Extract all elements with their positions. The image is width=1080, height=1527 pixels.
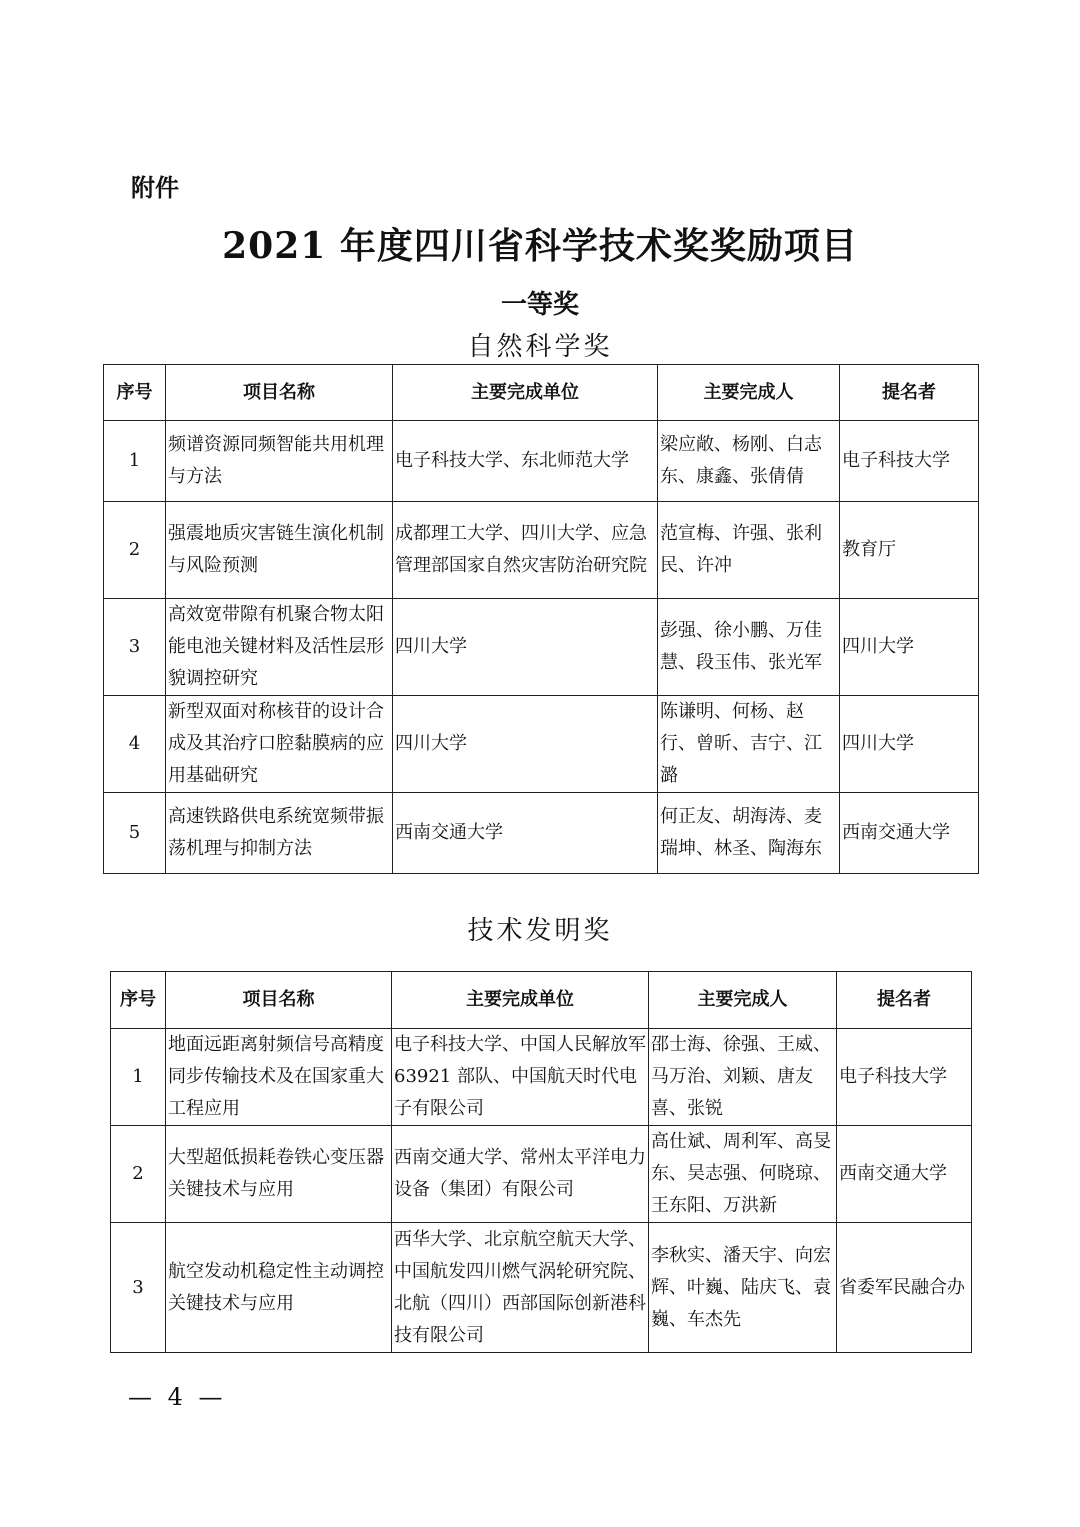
row-no: 3 — [104, 599, 166, 696]
row-project-name: 大型超低损耗卷铁心变压器关键技术与应用 — [166, 1126, 392, 1223]
header-unit: 主要完成单位 — [393, 365, 658, 421]
row-people: 范宣梅、许强、张利民、许冲 — [658, 502, 840, 599]
row-people: 何正友、胡海涛、麦瑞坤、林圣、陶海东 — [658, 793, 840, 874]
row-project-name: 强震地质灾害链生演化机制与风险预测 — [166, 502, 393, 599]
row-project-name: 新型双面对称核苷的设计合成及其治疗口腔黏膜病的应用基础研究 — [166, 696, 393, 793]
row-people: 邵士海、徐强、王威、马万治、刘颖、唐友喜、张锐 — [649, 1029, 837, 1126]
table-header-row — [104, 365, 979, 421]
row-people: 高仕斌、周利军、高旻东、吴志强、何晓琼、王东阳、万洪新 — [649, 1126, 837, 1223]
row-people: 梁应敞、杨刚、白志东、康鑫、张倩倩 — [658, 421, 840, 502]
table-row — [104, 502, 979, 599]
row-project-name: 高速铁路供电系统宽频带振荡机理与抑制方法 — [166, 793, 393, 874]
row-nominator: 西南交通大学 — [837, 1126, 972, 1223]
award-level-heading: 一等奖 — [500, 290, 579, 320]
row-unit: 电子科技大学、东北师范大学 — [393, 421, 658, 502]
tech-invention-heading: 技术发明奖 — [467, 916, 613, 946]
table-row — [104, 793, 979, 874]
table-row — [111, 1223, 972, 1353]
header-no: 序号 — [111, 972, 166, 1029]
row-project-name: 频谱资源同频智能共用机理与方法 — [166, 421, 393, 502]
row-unit: 四川大学 — [393, 696, 658, 793]
header-no: 序号 — [104, 365, 166, 421]
header-project-name: 项目名称 — [166, 972, 392, 1029]
table-row — [104, 421, 979, 502]
header-unit: 主要完成单位 — [392, 972, 649, 1029]
table-row — [104, 599, 979, 696]
row-no: 5 — [104, 793, 166, 874]
header-people: 主要完成人 — [649, 972, 837, 1029]
row-unit: 西华大学、北京航空航天大学、中国航发四川燃气涡轮研究院、北航（四川）西部国际创新港科技有限公司 — [392, 1223, 649, 1353]
row-no: 4 — [104, 696, 166, 793]
header-nominator: 提名者 — [840, 365, 979, 421]
row-nominator: 电子科技大学 — [840, 421, 979, 502]
row-people: 陈谦明、何杨、赵行、曾昕、吉宁、江潞 — [658, 696, 840, 793]
tech-invention-table — [110, 971, 972, 1353]
row-unit: 西南交通大学、常州太平洋电力设备（集团）有限公司 — [392, 1126, 649, 1223]
row-project-name: 地面远距离射频信号高精度同步传输技术及在国家重大工程应用 — [166, 1029, 392, 1126]
table-row — [111, 1126, 972, 1223]
row-no: 1 — [104, 421, 166, 502]
row-unit: 西南交通大学 — [393, 793, 658, 874]
row-unit: 成都理工大学、四川大学、应急管理部国家自然灾害防治研究院 — [393, 502, 658, 599]
header-people: 主要完成人 — [658, 365, 840, 421]
natural-science-heading: 自然科学奖 — [467, 332, 613, 362]
row-no: 1 — [111, 1029, 166, 1126]
row-project-name: 高效宽带隙有机聚合物太阳能电池关键材料及活性层形貌调控研究 — [166, 599, 393, 696]
table-row — [111, 1029, 972, 1126]
row-project-name: 航空发动机稳定性主动调控关键技术与应用 — [166, 1223, 392, 1353]
attachment-label: 附件 — [131, 174, 179, 202]
row-unit: 电子科技大学、中国人民解放军 63921 部队、中国航天时代电子有限公司 — [392, 1029, 649, 1126]
row-no: 2 — [104, 502, 166, 599]
table-row — [104, 696, 979, 793]
header-nominator: 提名者 — [837, 972, 972, 1029]
header-project-name: 项目名称 — [166, 365, 393, 421]
row-nominator: 四川大学 — [840, 696, 979, 793]
document-title: 2021 年度四川省科学技术奖奖励项目 — [222, 225, 858, 267]
natural-science-table — [103, 364, 979, 874]
page-number: — 4 — — [128, 1383, 227, 1411]
row-people: 彭强、徐小鹏、万佳慧、段玉伟、张光军 — [658, 599, 840, 696]
row-nominator: 电子科技大学 — [837, 1029, 972, 1126]
row-nominator: 省委军民融合办 — [837, 1223, 972, 1353]
row-nominator: 四川大学 — [840, 599, 979, 696]
row-unit: 四川大学 — [393, 599, 658, 696]
row-no: 3 — [111, 1223, 166, 1353]
row-people: 李秋实、潘天宇、向宏辉、叶巍、陆庆飞、袁巍、车杰先 — [649, 1223, 837, 1353]
table-header-row — [111, 972, 972, 1029]
row-nominator: 西南交通大学 — [840, 793, 979, 874]
row-nominator: 教育厅 — [840, 502, 979, 599]
row-no: 2 — [111, 1126, 166, 1223]
